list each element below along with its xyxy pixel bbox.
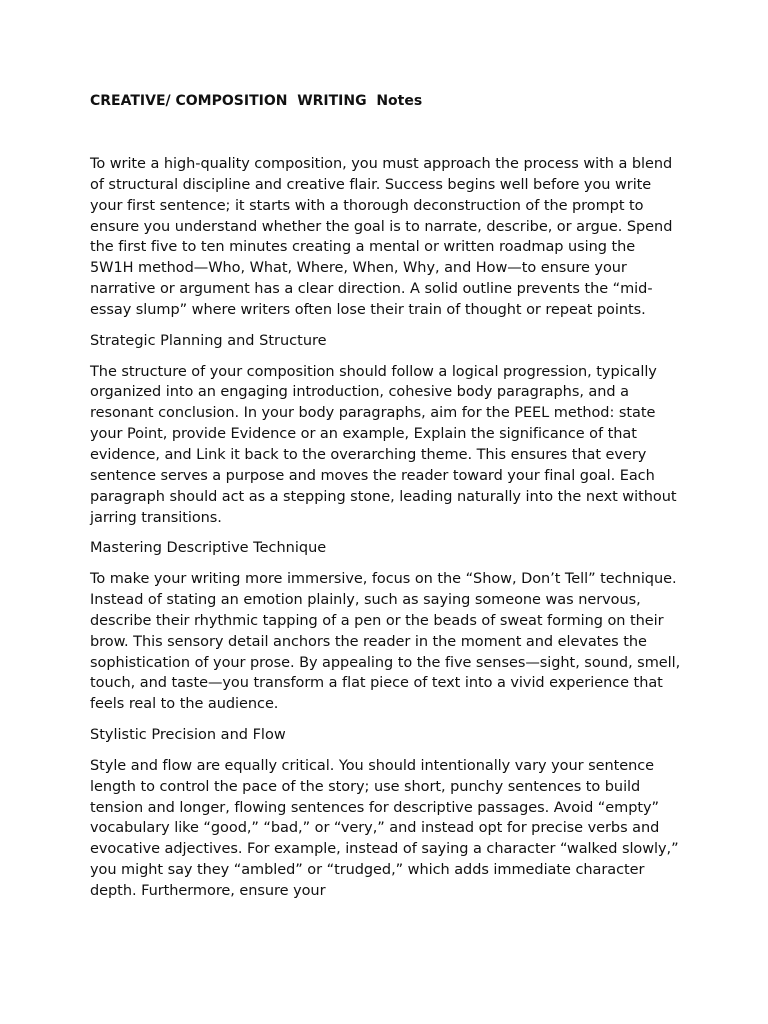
document-body [90, 154, 682, 912]
section-heading-planning: Strategic Planning and Structure [90, 332, 327, 349]
section-heading-descriptive: Mastering Descriptive Technique [90, 540, 327, 557]
section-paragraph-style: Style and flow are equally critical. You should intentionally vary your sentence length to control the pace of the story; use short, punchy sentences to build tension and longer, flowing sentences for descriptive passages. Avoid “empty” vocabulary like “good,” “bad,” or “very,” and instead opt for precise verbs and evocative adjectives. For example, instead of saying a character “walked slowly,” you might say they “ambled” or “trudged,” which adds immediate character depth. Furthermore, ensure your [90, 757, 679, 899]
intro-paragraph: To write a high-quality composition, you must approach the process with a blend of structural discipline and creative flair. Success begins well before you write your first sentence; it starts with a thorough deconstruction of the prompt to ensure you understand whether the goal is to narrate, describe, or argue. Spend the first five to ten minutes creating a mental or written roadmap using the 5W1H method—Who, What, Where, When, Why, and How—to ensure your narrative or argument has a clear direction. A solid outline prevents the “mid-essay slump” where writers often lose their train of thought or repeat points. [90, 156, 673, 318]
document-title: CREATIVE/ COMPOSITION WRITING Notes [90, 93, 423, 109]
section-heading-style: Stylistic Precision and Flow [90, 727, 286, 744]
section-paragraph-planning: The structure of your composition should follow a logical progression, typically organized into an engaging introduction, cohesive body paragraphs, and a resonant conclusion. In your body paragraphs, aim for the PEEL method: state your Point, provide Evidence or an example, Explain the significance of that evidence, and Link it back to the overarching theme. This ensures that every sentence serves a purpose and moves the reader toward your final goal. Each paragraph should act as a stepping stone, leading naturally into the next without jarring transitions. [90, 363, 677, 526]
section-paragraph-descriptive: To make your writing more immersive, focus on the “Show, Don’t Tell” technique. Instead of stating an emotion plainly, such as saying someone was nervous, describe their rhythmic tapping of a pen or the beads of sweat forming on their brow. This sensory detail anchors the reader in the moment and elevates the sophistication of your prose. By appealing to the five senses—sight, sound, smell, touch, and taste—you transform a flat piece of text into a vivid experience that feels real to the audience. [90, 571, 681, 713]
